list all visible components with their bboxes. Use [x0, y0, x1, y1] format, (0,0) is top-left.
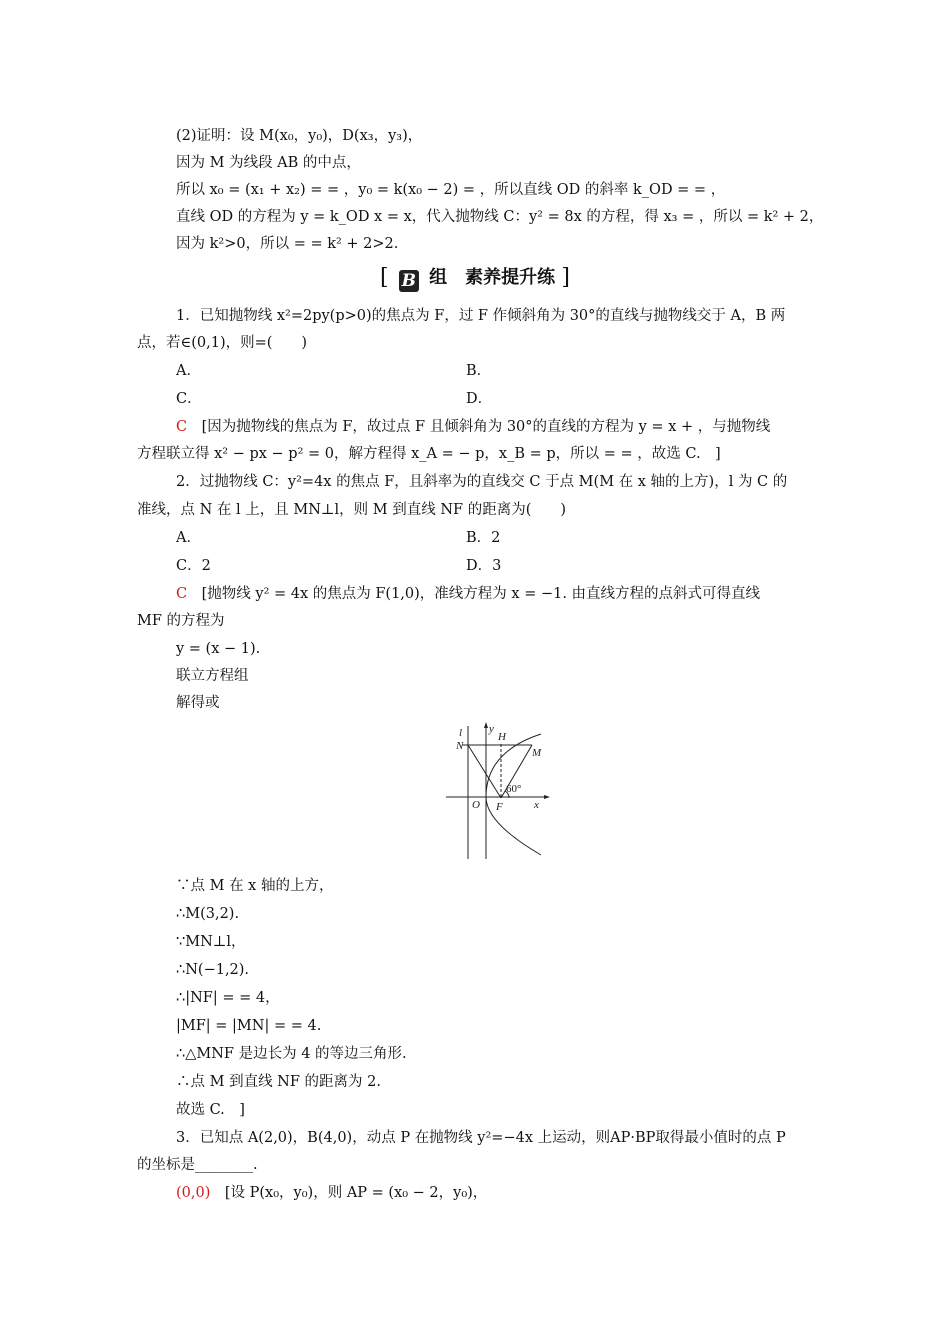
q2-answer-line-2: MF 的方程为 [137, 613, 225, 629]
fig-label-h: H [498, 731, 506, 743]
q2-answer-text: [抛物线 y² = 4x 的焦点为 F(1,0)，准线方程为 x = −1. 由直线方程的点斜式可得直线 [187, 586, 761, 602]
section-bracket-open: [ [379, 265, 389, 290]
q2-text-1: 2．过抛物线 C：y²=4x 的焦点 F，且斜率为的直线交 C 于点 M(M 在 x 轴的上方)，l 为 C 的 [176, 474, 788, 490]
q2-step-6: ∵MN⊥l， [176, 934, 246, 950]
q2-step-4: ∵点 M 在 x 轴的上方， [176, 878, 334, 894]
q1-answer-text: [因为抛物线的焦点为 F，故过点 F 且倾斜角为 30°的直线的方程为 y = x + ，与抛物线 [187, 419, 771, 435]
q2-answer-label: C [176, 586, 188, 602]
fig-label-n: N [456, 740, 464, 752]
fig-label-o: O [472, 799, 480, 811]
q1-answer-label: C [176, 419, 188, 435]
fig-label-y: y [489, 723, 494, 735]
q2-step-5: ∴M(3,2). [176, 906, 240, 922]
segment-nf [468, 745, 501, 798]
q1-text-1: 1．已知抛物线 x²=2py(p>0)的焦点为 F，过 F 作倾斜角为 30°的直线与抛物线交于 A，B 两 [176, 308, 786, 324]
q1-option-d: D． [466, 391, 493, 407]
fig-label-m: M [532, 747, 542, 759]
q2-step-11: ∴点 M 到直线 NF 的距离为 2. [176, 1074, 381, 1090]
q2-option-c: C．2 [176, 558, 211, 574]
q3-answer-text: [设 P(x₀，y₀)，则 AP = (x₀ − 2，y₀)， [210, 1185, 488, 1201]
section-title: 组 素养提升练 [429, 267, 556, 288]
q3-text-1: 3．已知点 A(2,0)，B(4,0)，动点 P 在抛物线 y²=−4x 上运动，则AP·BP取得最小值时的点 P [176, 1130, 786, 1146]
q2-step-1: y = (x − 1). [176, 641, 261, 657]
proof-line-5: 因为 k²>0，所以 = = k² + 2>2. [176, 236, 399, 252]
fig-label-angle: 60° [506, 783, 522, 795]
parabola-figure [438, 720, 550, 860]
q1-text-2: 点，若∈(0,1)，则=( ) [137, 335, 308, 351]
x-axis-arrow [544, 795, 550, 799]
q2-option-b: B．2 [466, 530, 501, 546]
q1-option-a: A． [176, 363, 201, 379]
q2-step-10: ∴△MNF 是边长为 4 的等边三角形. [176, 1046, 407, 1062]
q3-answer-label: (0,0) [176, 1185, 211, 1201]
q2-step-8: ∴|NF| = = 4， [176, 990, 280, 1006]
y-axis-arrow [484, 722, 488, 728]
q1-option-c: C． [176, 391, 202, 407]
q2-step-12: 故选 C. ] [176, 1102, 245, 1118]
q2-step-7: ∴N(−1,2). [176, 962, 250, 978]
q2-option-a: A． [176, 530, 201, 546]
q2-text-2: 准线，点 N 在 l 上，且 MN⊥l，则 M 到直线 NF 的距离为( ) [137, 502, 567, 518]
q2-step-3: 解得或 [176, 695, 220, 711]
proof-line-3: 所以 x₀ = (x₁ + x₂) = = ，y₀ = k(x₀ − 2) = ，所以直线 OD 的斜率 k_OD = = ， [176, 182, 726, 198]
q2-step-2: 联立方程组 [176, 668, 249, 684]
proof-line-2: 因为 M 为线段 AB 的中点， [176, 155, 361, 171]
fig-label-l: l [459, 727, 463, 739]
q3-text-2: 的坐标是________. [137, 1157, 258, 1173]
group-b-icon: B [399, 270, 419, 292]
q1-option-b: B． [466, 363, 492, 379]
proof-line-4: 直线 OD 的方程为 y = k_OD x = x，代入抛物线 C：y² = 8x 的方程，得 x₃ = ，所以 = k² + 2， [176, 209, 824, 225]
q2-option-d: D．3 [466, 558, 502, 574]
fig-label-f: F [496, 801, 503, 813]
parabola-lower-branch [486, 797, 541, 855]
proof-line-1: (2)证明：设 M(x₀，y₀)，D(x₃，y₃)， [176, 128, 423, 144]
section-bracket-close: ] [561, 265, 571, 290]
q2-answer-line-1 [176, 584, 760, 604]
q1-answer-line-1 [176, 417, 770, 437]
q1-answer-line-2: 方程联立得 x² − px − p² = 0，解方程得 x_A = − p，x_B = p，所以 = = ，故选 C. ] [137, 446, 721, 462]
q2-step-9: |MF| = |MN| = = 4. [176, 1018, 322, 1034]
section-header [0, 264, 950, 292]
q3-answer-line-1 [176, 1183, 487, 1203]
fig-label-x: x [534, 799, 539, 811]
